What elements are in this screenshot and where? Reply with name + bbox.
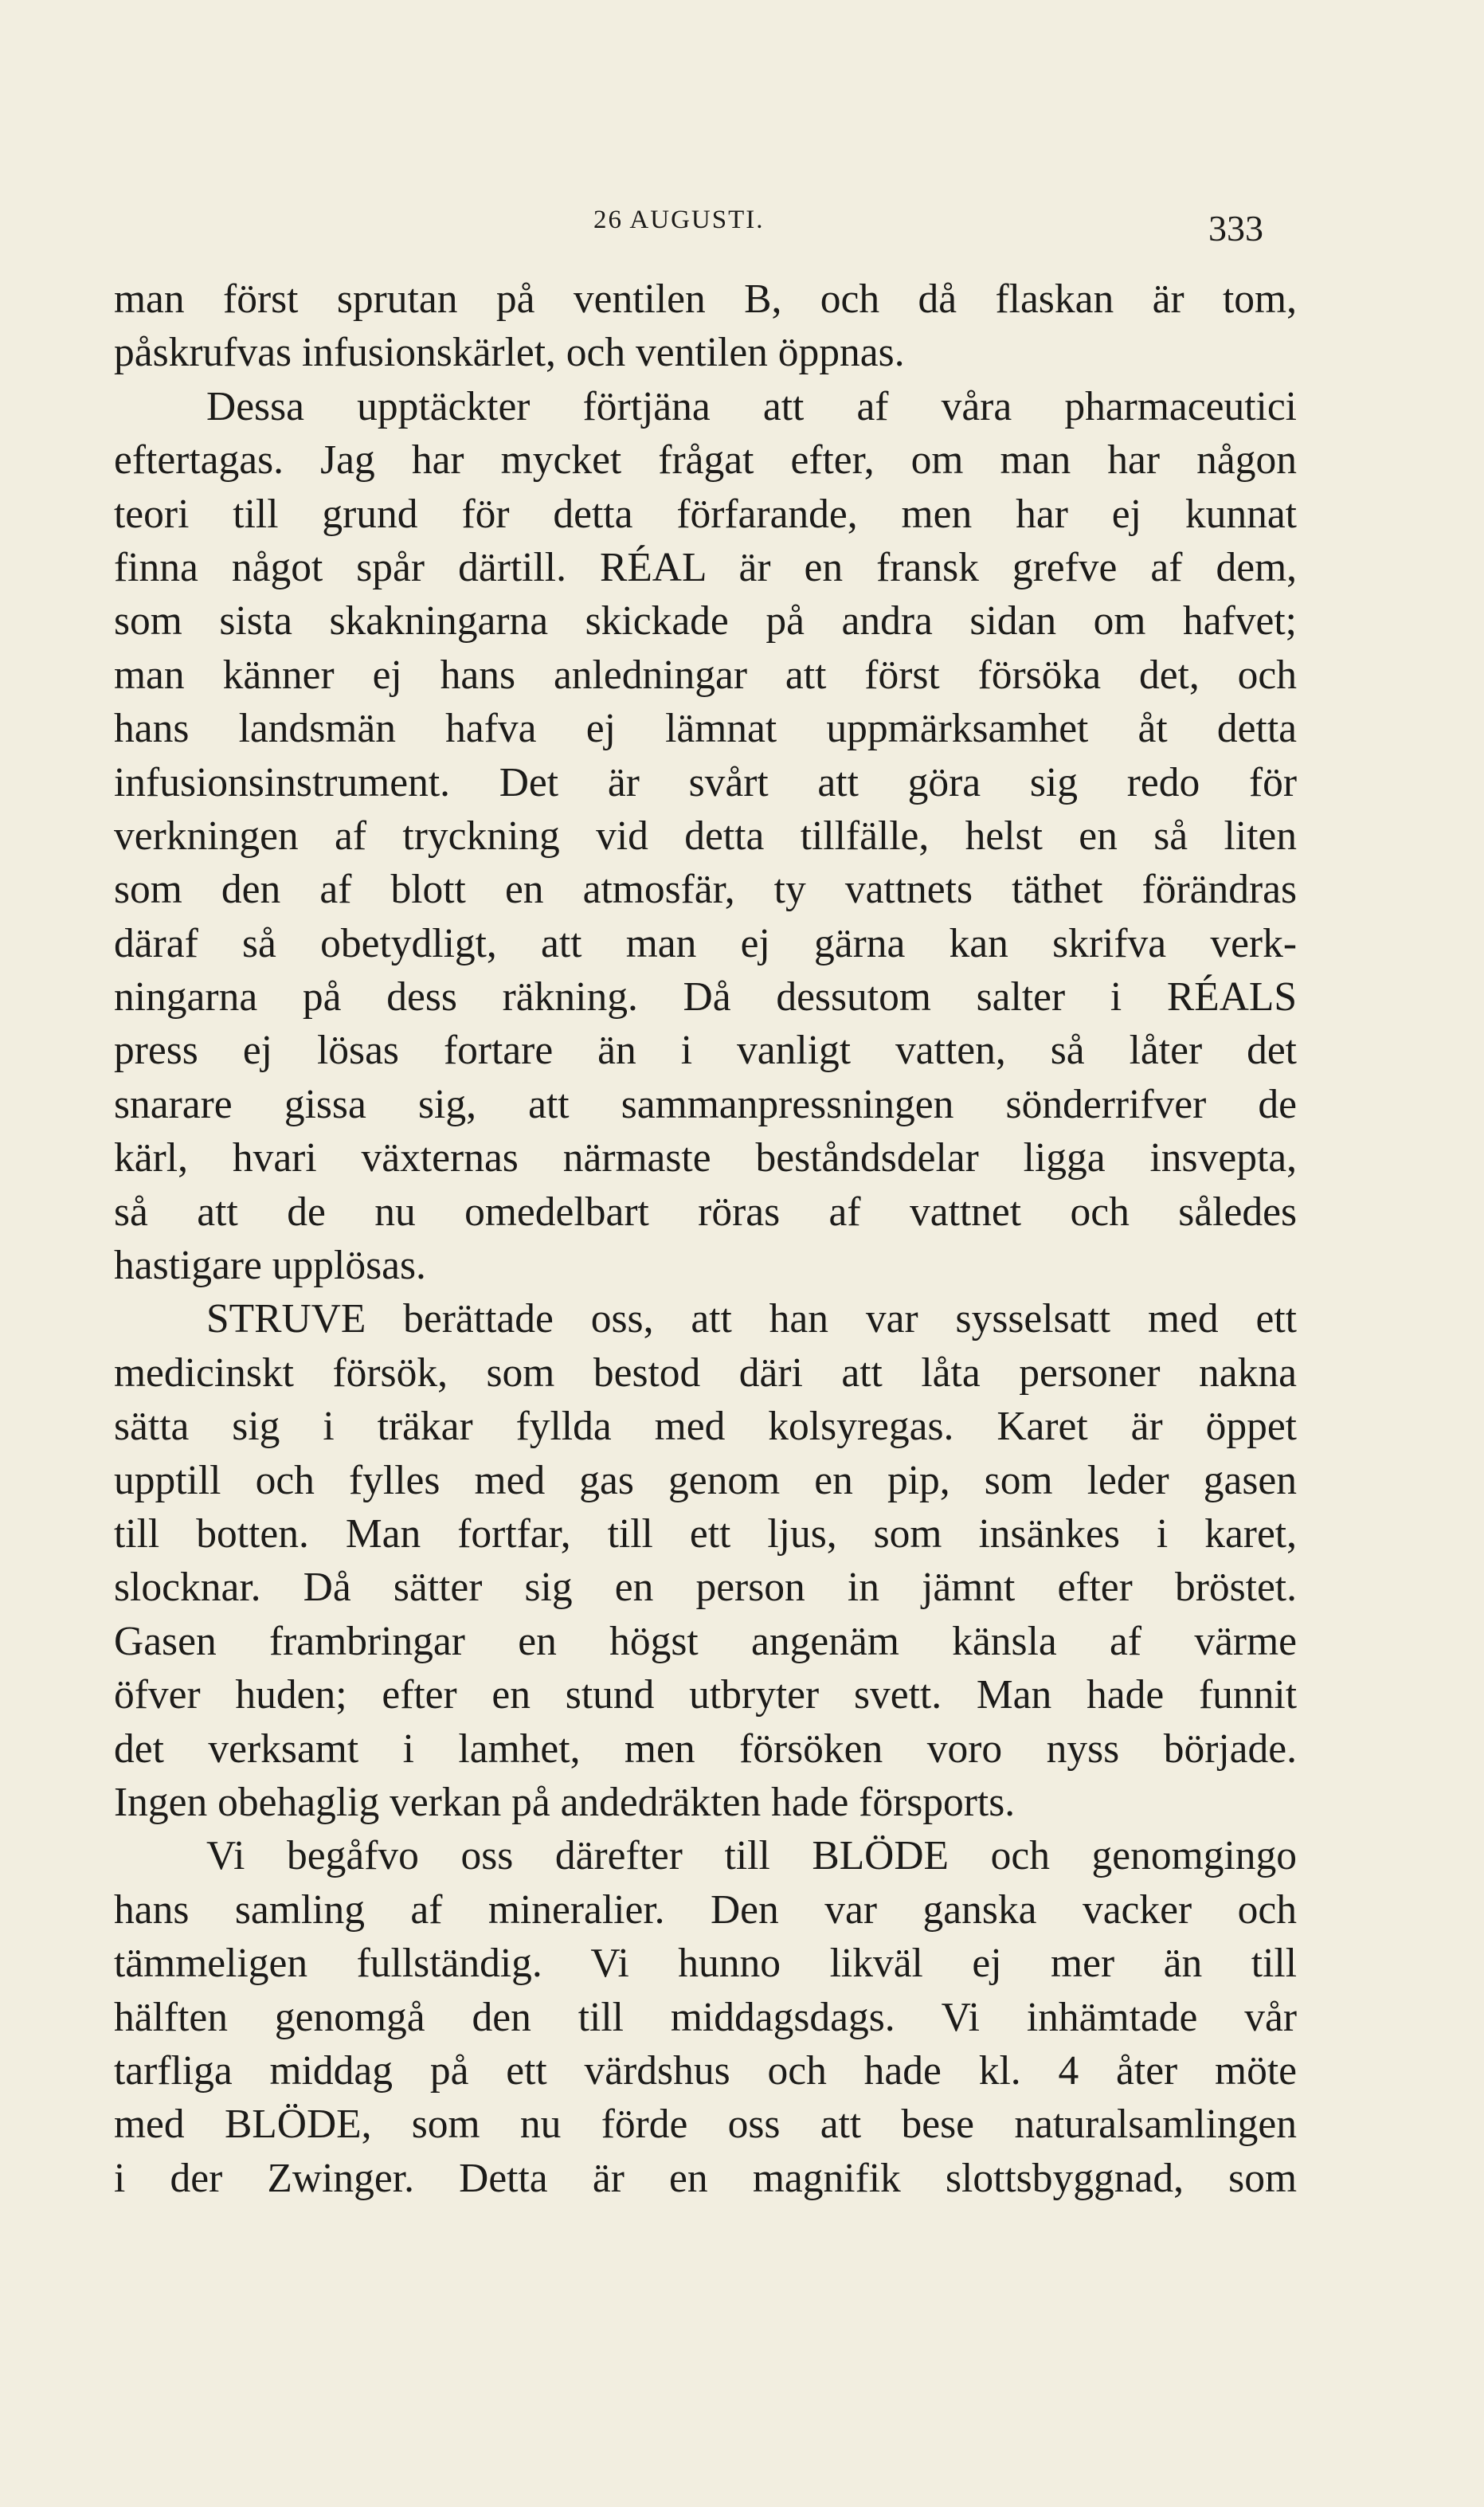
text-line: finna något spår därtill. RÉAL är en fransk grefve af dem,: [114, 544, 1297, 590]
text-line: hans landsmän hafva ej lämnat uppmärksamhet åt detta: [114, 706, 1297, 752]
text-line: Vi begåfvo oss därefter till BLÖDE och genomgingo: [206, 1833, 1297, 1879]
text-line: press ej lösas fortare än i vanligt vatten, så låter det: [114, 1028, 1297, 1074]
text-line: eftertagas. Jag har mycket frågat efter, om man har någon: [114, 437, 1297, 484]
text-line: upptill och fylles med gas genom en pip, som leder gasen: [114, 1457, 1297, 1503]
text-line: Ingen obehaglig verkan på andedräkten hade försports.: [114, 1779, 1016, 1825]
text-line: tämmeligen fullständig. Vi hunno likväl ej mer än till: [114, 1941, 1297, 1987]
body-text: [114, 272, 1297, 2205]
text-line: kärl, hvari växternas närmaste beståndsdelar ligga insvepta,: [114, 1135, 1297, 1181]
text-line: som sista skakningarna skickade på andra sidan om hafvet;: [114, 598, 1297, 644]
text-line: teori till grund för detta förfarande, men har ej kunnat: [114, 491, 1297, 537]
text-line: slocknar. Då sätter sig en person in jämnt efter bröstet.: [114, 1565, 1297, 1611]
text-line: påskrufvas infusionskärlet, och ventilen öppnas.: [114, 330, 905, 376]
text-line: tarfliga middag på ett värdshus och hade kl. 4 åter möte: [114, 2047, 1297, 2094]
text-line: hastigare upplösas.: [114, 1243, 426, 1289]
page-number: 333: [1208, 208, 1263, 249]
text-line: hälften genomgå den till middagsdags. Vi inhämtade vår: [114, 1994, 1297, 2040]
text-line: ningarna på dess räkning. Då dessutom salter i RÉALS: [114, 974, 1297, 1020]
text-line: hans samling af mineralier. Den var ganska vacker och: [114, 1886, 1297, 1933]
text-line: det verksamt i lamhet, men försöken voro nyss började.: [114, 1726, 1297, 1772]
text-line: öfver huden; efter en stund utbryter svett. Man hade funnit: [114, 1672, 1297, 1718]
text-line: däraf så obetydligt, att man ej gärna kan skrifva verk-: [114, 920, 1297, 966]
text-line: STRUVE berättade oss, att han var sysselsatt med ett: [206, 1296, 1297, 1342]
text-line: med BLÖDE, som nu förde oss att bese naturalsamlingen: [114, 2102, 1297, 2148]
text-line: sätta sig i träkar fyllda med kolsyregas. Karet är öppet: [114, 1404, 1297, 1450]
page-header: [0, 206, 1484, 253]
text-line: Dessa upptäckter förtjäna att af våra pharmaceutici: [206, 383, 1297, 429]
text-line: som den af blott en atmosfär, ty vattnets täthet förändras: [114, 867, 1297, 913]
text-line: till botten. Man fortfar, till ett ljus, som insänkes i karet,: [114, 1510, 1297, 1557]
text-line: verkningen af tryckning vid detta tillfälle, helst en så liten: [114, 813, 1297, 859]
text-line: man känner ej hans anledningar att först försöka det, och: [114, 652, 1297, 698]
text-line: Gasen frambringar en högst angenäm känsla af värme: [114, 1618, 1297, 1664]
text-line: infusionsinstrument. Det är svårt att göra sig redo för: [114, 759, 1297, 805]
text-line: snarare gissa sig, att sammanpressningen sönderrifver de: [114, 1081, 1297, 1127]
text-line: så att de nu omedelbart röras af vattnet och således: [114, 1189, 1297, 1235]
text-line: medicinskt försök, som bestod däri att låta personer nakna: [114, 1349, 1297, 1396]
text-line: man först sprutan på ventilen B, och då flaskan är tom,: [114, 276, 1297, 322]
text-line: i der Zwinger. Detta är en magnifik slottsbyggnad, som: [114, 2155, 1297, 2201]
running-head: 26 AUGUSTI.: [593, 206, 765, 234]
